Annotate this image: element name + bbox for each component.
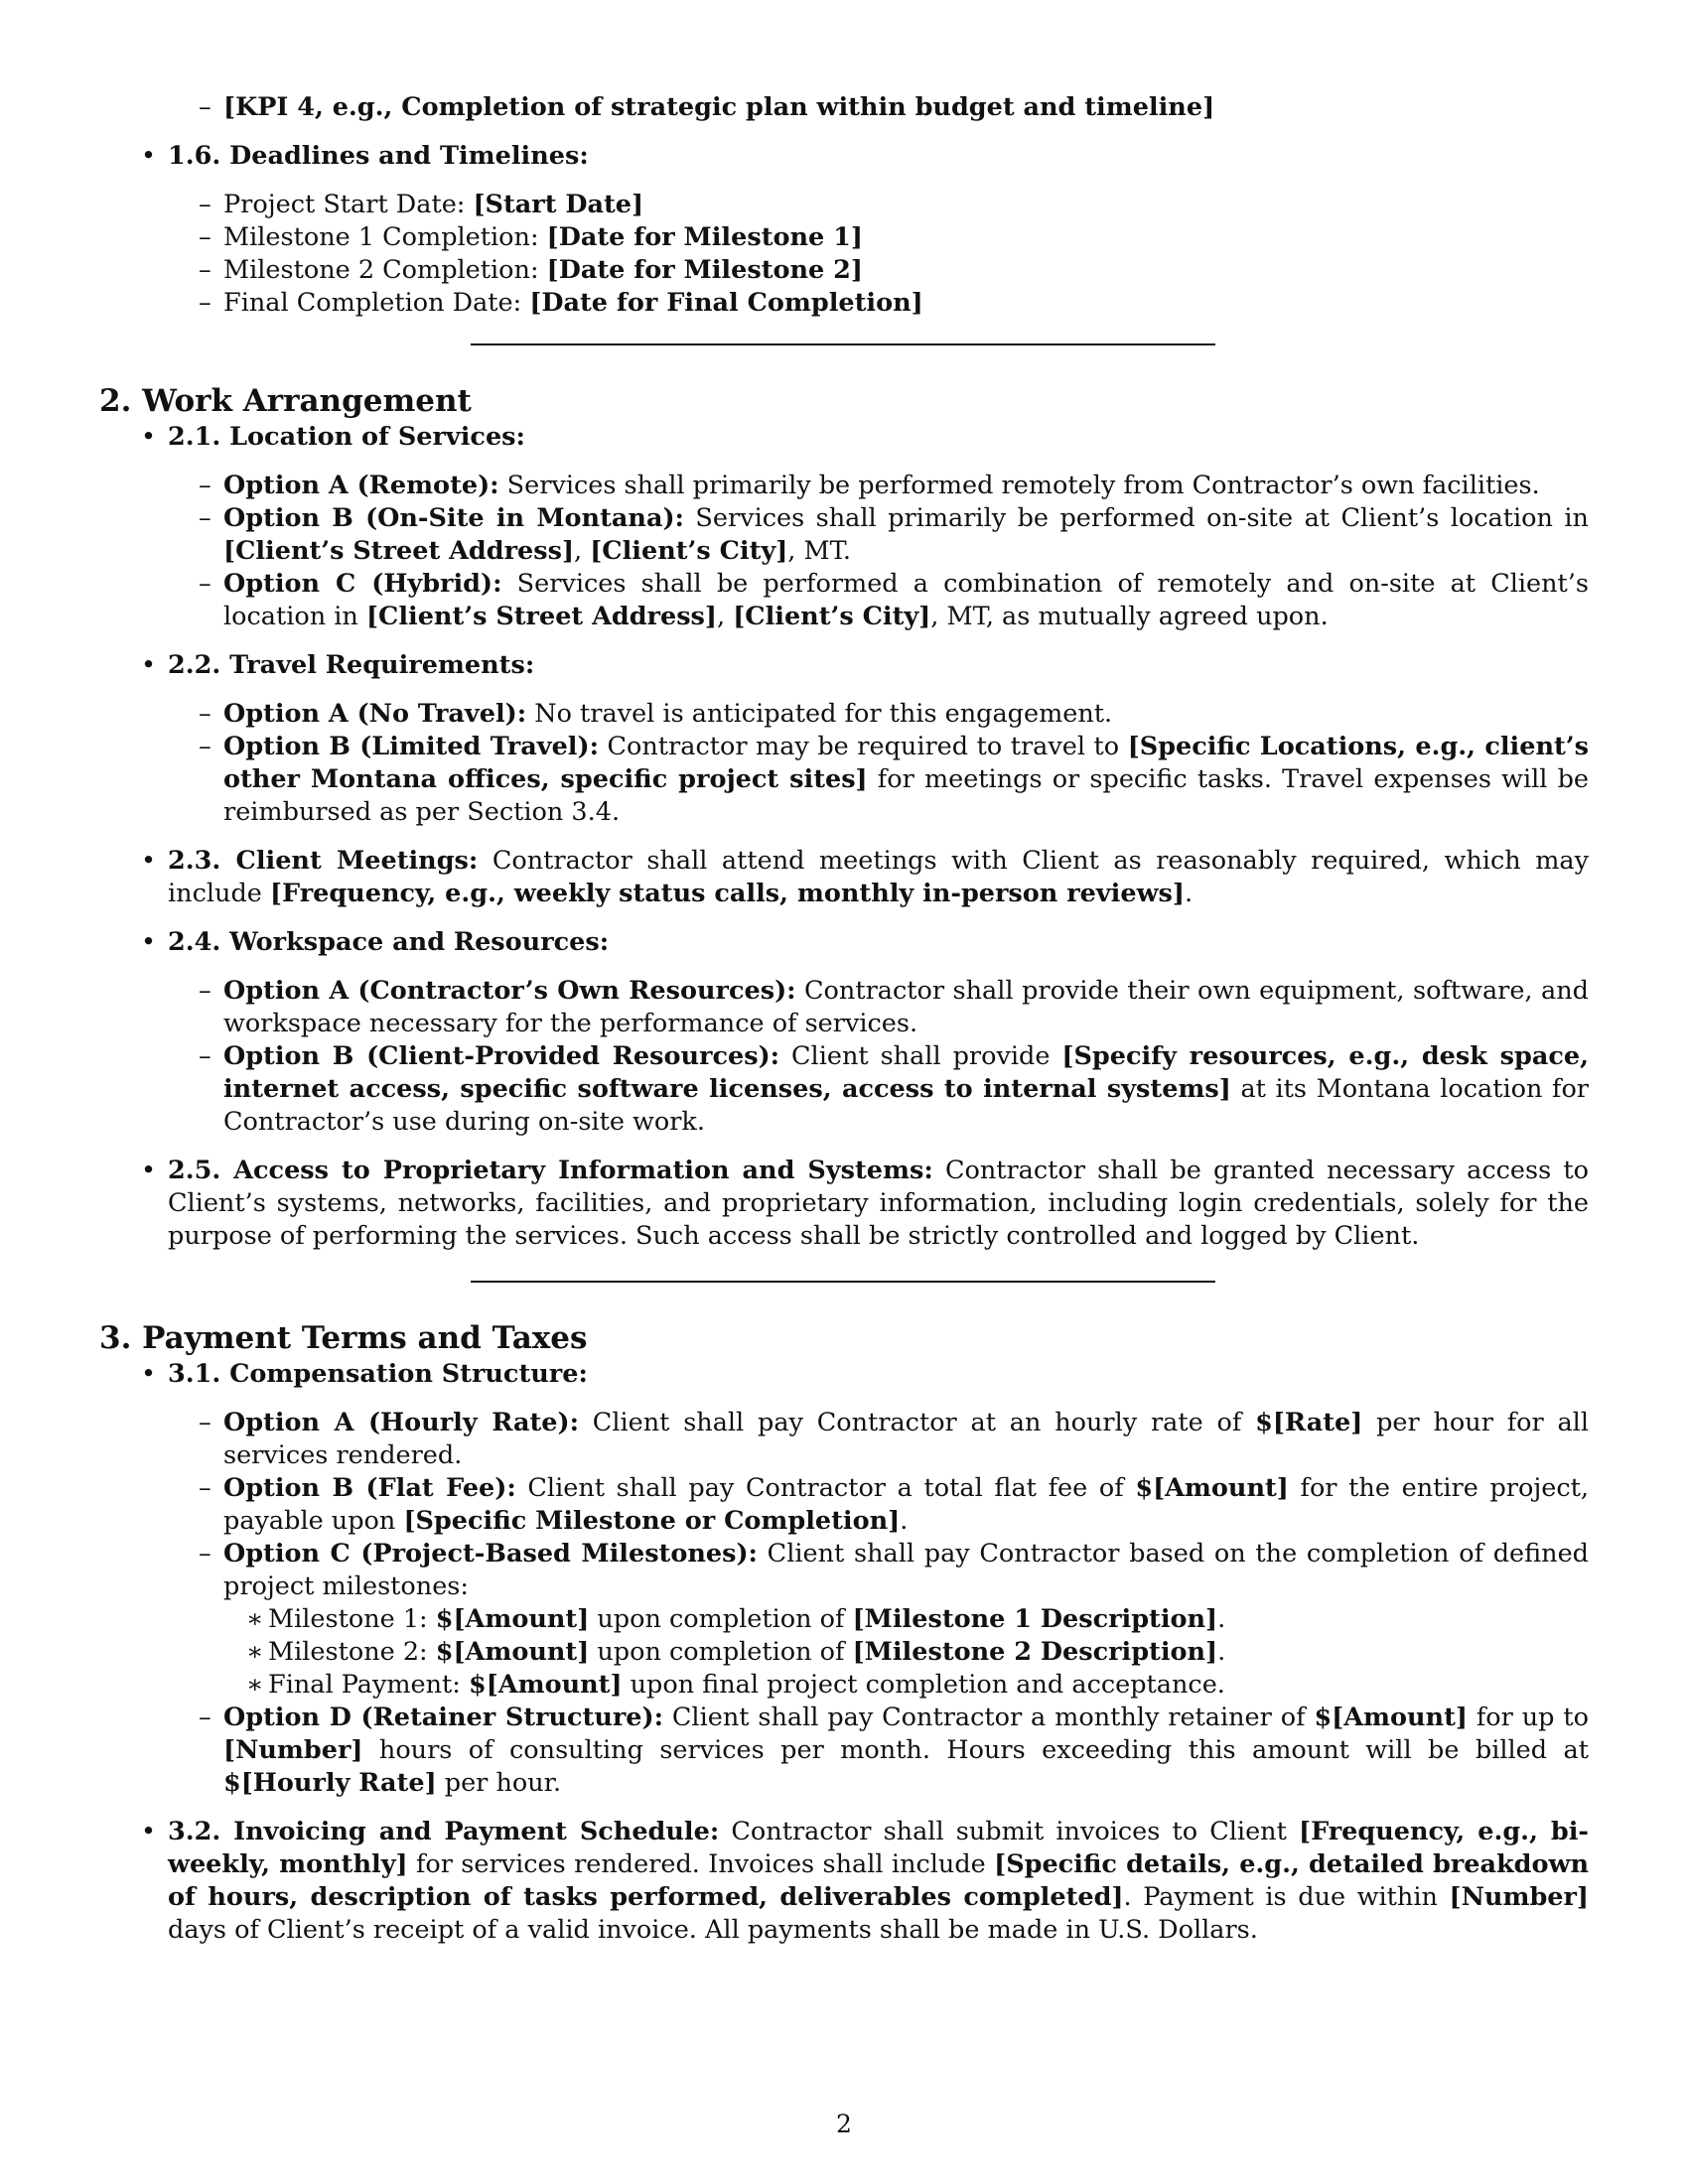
list-item: – Milestone 1 Completion: [Date for Milestone 1] <box>223 221 1589 254</box>
bullet-icon: • <box>141 141 157 171</box>
bullet-icon: • <box>141 422 157 452</box>
bullet-icon: • <box>141 846 157 876</box>
section-2-1: • 2.1. Location of Services: <box>141 422 525 452</box>
bullet-icon: • <box>141 1817 157 1846</box>
list-item: – Option A (Remote): Services shall primarily be performed remotely from Contractor’s own facilities. <box>223 470 1589 502</box>
list-item: ∗ Milestone 1: $[Amount] upon completion of [Milestone 1 Description]. <box>268 1603 1589 1636</box>
kpi-4-item: – [KPI 4, e.g., Completion of strategic plan within budget and timeline] <box>223 91 1589 124</box>
list-item: – Option B (Limited Travel): Contractor may be required to travel to [Specific Locations, e.g., client’s other Montana offices, specific project sites] for meetings or specific tasks. Travel expenses will be reimbursed as per Section 3.4. <box>223 731 1589 829</box>
list-item: – Option B (Flat Fee): Client shall pay Contractor a total flat fee of $[Amount] for the entire project, payable upon [Specific Milestone or Completion]. <box>223 1472 1589 1538</box>
list-item: – Option A (Hourly Rate): Client shall pay Contractor at an hourly rate of $[Rate] per hour for all services rendered. <box>223 1407 1589 1472</box>
list-item: – Option D (Retainer Structure): Client shall pay Contractor a monthly retainer of $[Amount] for up to [Number] hours of consulting services per month. Hours exceeding this amount will be billed at $[Hourly Rate] per hour. <box>223 1702 1589 1800</box>
list-item: ∗ Final Payment: $[Amount] upon final project completion and acceptance. <box>268 1669 1589 1702</box>
location-options <box>99 470 1589 633</box>
list-item: – Project Start Date: [Start Date] <box>223 189 1589 221</box>
section-3-2: • 3.2. Invoicing and Payment Schedule: Contractor shall submit invoices to Client [Frequency, e.g., bi-weekly, monthly] for services rendered. Invoices shall include [Specific details, e.g., detailed breakdown of hours, description of tasks performed, deliverables completed]. Payment is due within [Number] days of Client’s receipt of a valid invoice. All payments shall be made in U.S. Dollars. <box>141 1817 1589 1945</box>
compensation-options <box>99 1407 1589 1800</box>
milestone-list <box>223 1603 1589 1702</box>
list-item: – Option A (No Travel): No travel is anticipated for this engagement. <box>223 698 1589 731</box>
section-2-title: 2. Work Arrangement <box>99 383 472 419</box>
document-page <box>99 91 1589 1947</box>
section-2-4: • 2.4. Workspace and Resources: <box>141 927 610 957</box>
list-item: – Option C (Hybrid): Services shall be performed a combination of remotely and on-site at Client’s location in [Client’s Street Address], [Client’s City], MT, as mutually agreed upon. <box>223 568 1589 633</box>
travel-options <box>99 698 1589 829</box>
section-2-3: • 2.3. Client Meetings: Contractor shall attend meetings with Client as reasonably required, which may include [Frequency, e.g., weekly status calls, monthly in-person reviews]. <box>141 846 1589 908</box>
list-item: – Option C (Project-Based Milestones): Client shall pay Contractor based on the completion of defined project milestones: ∗ Milestone 1: $[Amount] upon completion of [Milestone 1 Description]. ∗ Milestone 2: $[Amount] upon completion of [Milestone 2 Description]. ∗ Final Payment: $[Amount] upon final project completion and acceptance. <box>223 1538 1589 1702</box>
list-item: – Option B (On-Site in Montana): Services shall primarily be performed on-site at Client’s location in [Client’s Street Address], [Client’s City], MT. <box>223 502 1589 568</box>
bullet-icon: • <box>141 650 157 680</box>
list-item: – Option B (Client-Provided Resources): Client shall provide [Specify resources, e.g., desk space, internet access, specific software licenses, access to internal systems] at its Montana location for Contractor’s use during on-site work. <box>223 1040 1589 1139</box>
bullet-icon: • <box>141 1156 157 1185</box>
page-number: 2 <box>836 2110 852 2138</box>
workspace-options <box>99 975 1589 1139</box>
section-3-1: • 3.1. Compensation Structure: <box>141 1359 588 1389</box>
list-item: – Option A (Contractor’s Own Resources): Contractor shall provide their own equipment, software, and workspace necessary for the performance of services. <box>223 975 1589 1040</box>
deadlines-list <box>99 189 1589 320</box>
section-1-6 <box>141 140 1589 173</box>
bullet-icon: • <box>141 1359 157 1389</box>
section-2-2: • 2.2. Travel Requirements: <box>141 650 535 680</box>
list-item: – Milestone 2 Completion: [Date for Milestone 2] <box>223 254 1589 287</box>
list-item: – Final Completion Date: [Date for Final Completion] <box>223 287 1589 320</box>
section-3-title: 3. Payment Terms and Taxes <box>99 1320 588 1356</box>
section-2-5: • 2.5. Access to Proprietary Information and Systems: Contractor shall be granted necessary access to Client’s systems, networks, facilities, and proprietary information, including login credentials, solely for the purpose of performing the services. Such access shall be strictly controlled and logged by Client. <box>141 1156 1589 1251</box>
list-item: ∗ Milestone 2: $[Amount] upon completion of [Milestone 2 Description]. <box>268 1636 1589 1669</box>
section-1-6-heading: 1.6. Deadlines and Timelines: <box>168 141 589 171</box>
bullet-icon: • <box>141 927 157 957</box>
